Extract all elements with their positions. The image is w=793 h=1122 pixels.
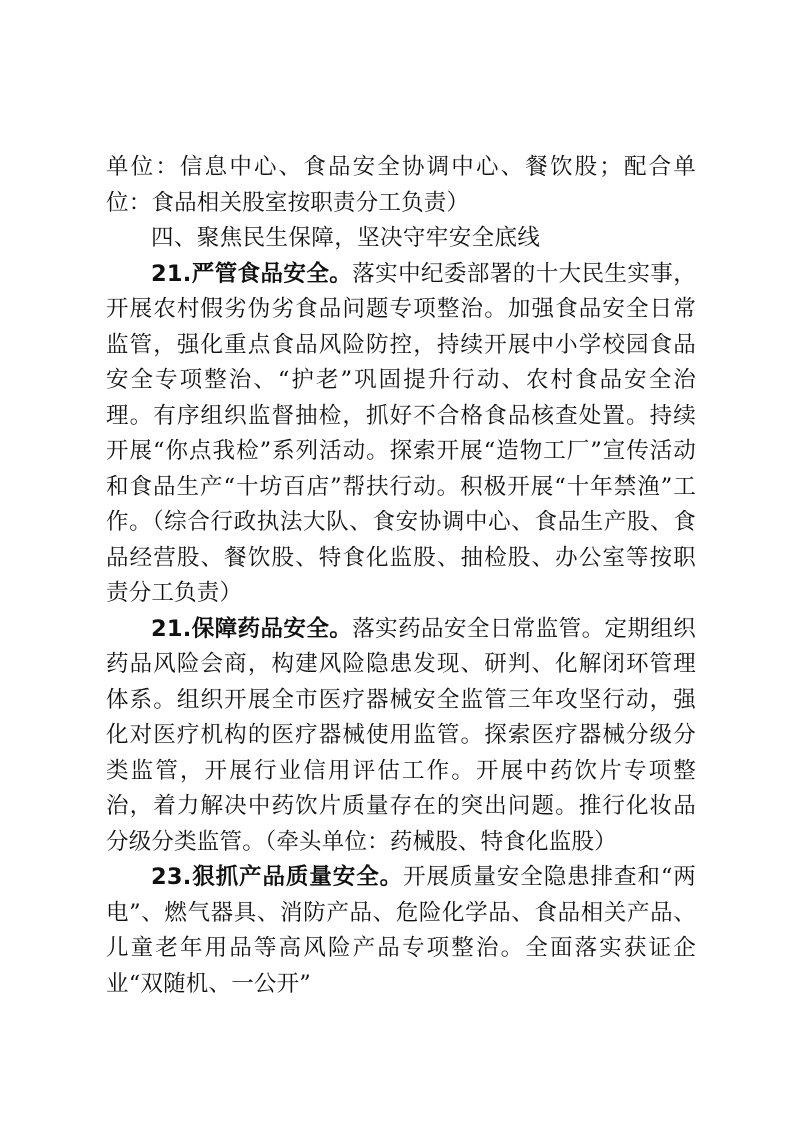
document-body: [106, 150, 696, 1002]
item-paragraph-drug-safety: [106, 612, 696, 861]
section-heading: [106, 221, 696, 257]
continuation-text: 单位：信息中心、食品安全协调中心、餐饮股；配合单位：食品相关股室按职责分工负责）: [106, 154, 696, 216]
section-heading-text: 四、聚焦民生保障，坚决守牢安全底线: [151, 225, 541, 251]
item-title-drug-safety: 21.保障药品安全。: [151, 615, 353, 642]
continuation-paragraph: [106, 150, 696, 221]
item-title-food-safety: 21.严管食品安全。: [151, 260, 353, 287]
item-title-product-quality: 23.狠抓产品质量安全。: [151, 864, 404, 890]
item-body-product-quality: 开展质量安全隐患排查和“两电”、燃气器具、消防产品、危险化学品、食品相关产品、儿童老年用品等高风险产品专项整治。全面落实获证企业“双随机、一公开”: [106, 864, 696, 997]
item-paragraph-product-quality: [106, 860, 696, 1002]
item-body-food-safety: 落实中纪委部署的十大民生实事，开展农村假劣伪劣食品问题专项整治。加强食品安全日常监管，强化重点食品风险防控，持续开展中小学校园食品安全专项整治、“护老”巩固提升行动、农村食品安全治理。有序组织监督抽检，抓好不合格食品核查处置。持续开展“你点我检”系列活动。探索开展“造物工厂”宣传活动和食品生产“十坊百店”帮扶行动。积极开展“十年禁渔”工作。（综合行政执法大队、食安协调中心、食品生产股、食品经营股、餐饮股、特食化监股、抽检股、办公室等按职责分工负责）: [106, 260, 696, 606]
item-body-drug-safety: 落实药品安全日常监管。定期组织药品风险会商，构建风险隐患发现、研判、化解闭环管理体系。组织开展全市医疗器械安全监管三年攻坚行动，强化对医疗机构的医疗器械使用监管。探索医疗器械分级分类监管，开展行业信用评估工作。开展中药饮片专项整治，着力解决中药饮片质量存在的突出问题。推行化妆品分级分类监管。（牵头单位：药械股、特食化监股）: [106, 615, 696, 855]
item-paragraph-food-safety: [106, 257, 696, 612]
